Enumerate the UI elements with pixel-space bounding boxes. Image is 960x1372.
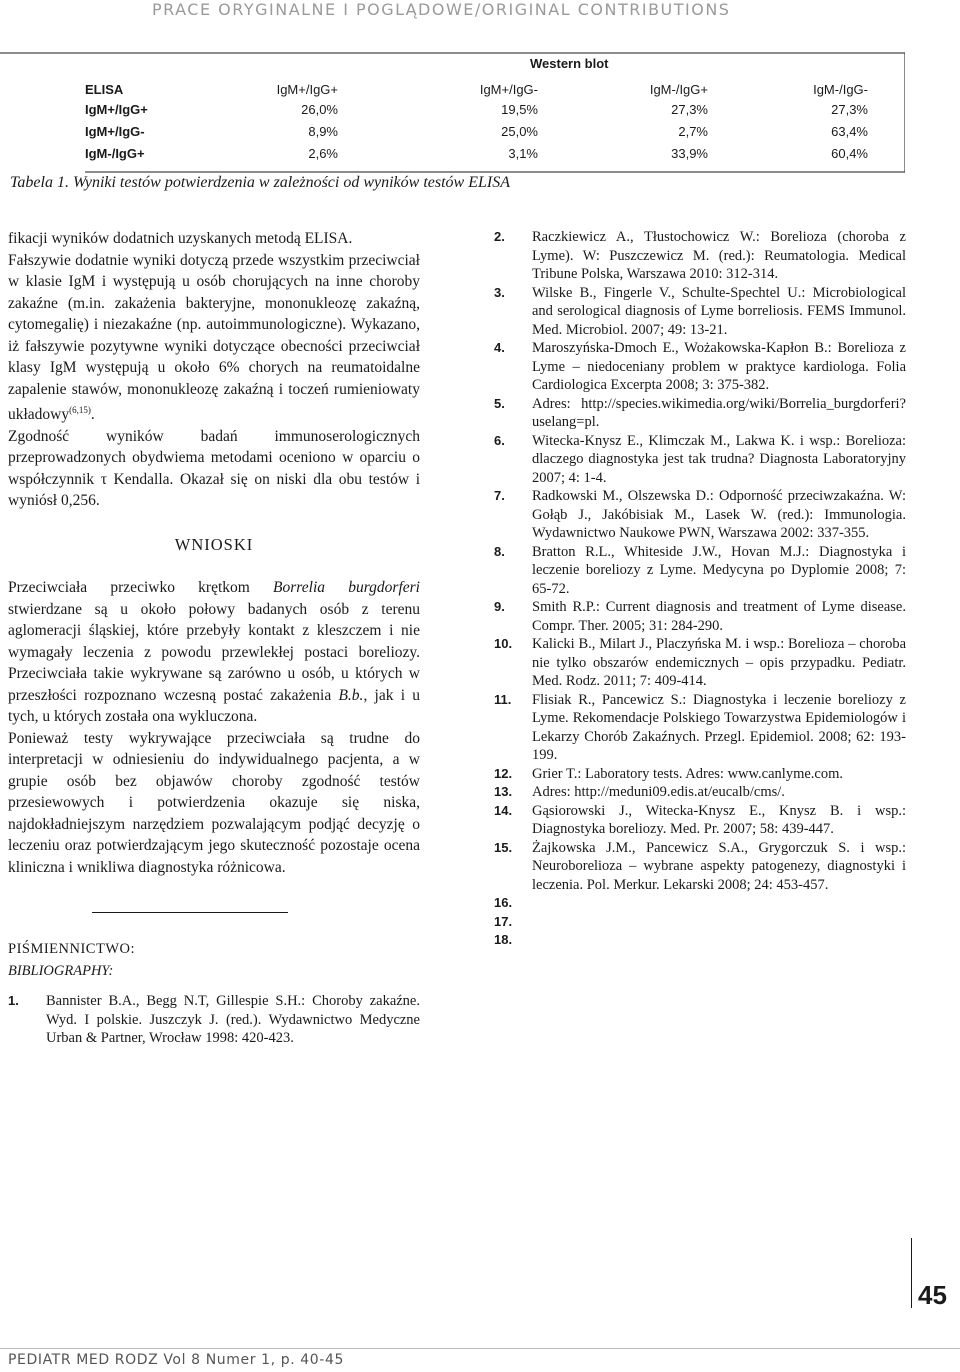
reference-item <box>494 487 906 543</box>
reference-number: 12. <box>494 765 513 781</box>
reference-text: Flisiak R., Pancewicz S.: Diagnostyka i leczenie boreliozy z Lyme. Rekomendacje Polskiego Towarzystwa Epidemiologów i Lekarzy Chorób Zakaźnych. Przegl. Epidemiol. 2008; 62: 193-199. <box>532 691 906 763</box>
citation: (6,15) <box>69 405 91 415</box>
paragraph: fikacji wyników dodatnich uzyskanych metodą ELISA. <box>8 230 353 247</box>
reference-number: 16. <box>494 895 513 910</box>
reference-item <box>494 543 906 599</box>
reference-text: Żajkowska J.M., Pancewicz S.A., Grygorczuk S. i wsp.: Neuroborelioza – wybrane aspekty patogenezy, diagnostyki i leczenia. Pol. Merkur. Lekarski 2008; 24: 453-457. <box>532 839 906 893</box>
paragraph-text: , jak i u tych, u których została ona wykluczona. <box>8 686 420 726</box>
table-caption: Tabela 1. Wyniki testów potwierdzenia w zależności od wyników testów ELISA <box>10 174 510 191</box>
reference-number: 13. <box>494 784 513 799</box>
reference-number: 17. <box>494 913 513 929</box>
reference-number: 6. <box>494 432 505 448</box>
table-group-header: Western blot <box>530 56 609 71</box>
table-cell: 60,4% <box>831 146 868 161</box>
reference-item <box>494 894 906 913</box>
reference-number: 3. <box>494 284 505 300</box>
reference-number: 7. <box>494 488 505 503</box>
footer-rule <box>0 1348 960 1349</box>
bibliography-subtitle: BIBLIOGRAPHY: <box>8 962 114 979</box>
table-cell: 19,5% <box>501 102 538 117</box>
page-number-rule <box>911 1238 912 1308</box>
page-number: 45 <box>918 1280 947 1310</box>
table-header-cell: IgM+/IgG- <box>479 82 538 97</box>
left-column <box>8 228 420 1048</box>
table-cell: 2,7% <box>678 124 708 139</box>
reference-number: 15. <box>494 839 513 855</box>
paragraph-text: Przeciwciała przeciwko krętkom <box>8 579 274 597</box>
divider <box>92 912 288 913</box>
reference-item <box>494 839 906 895</box>
reference-item <box>494 913 906 932</box>
table-header-cell: IgM-/IgG- <box>813 82 868 97</box>
paragraph <box>8 250 420 426</box>
reference-number: 1. <box>8 993 19 1009</box>
table-header-row <box>0 82 905 102</box>
reference-text: Bratton R.L., Whiteside J.W., Hovan M.J.: Diagnostyka i leczenie boreliozy z Lyme. Medycyna po Dyplomie 2008; 7: 65-72. <box>532 543 906 597</box>
reference-text: Radkowski M., Olszewska D.: Odporność przeciwzakaźna. W: Gołąb J., Jakóbisiak M., Lasek W. (red.): Immunologia. Wydawnictwo Naukowe PWN, Warszawa 2002: 337-355. <box>532 488 906 541</box>
table-cell: 63,4% <box>831 124 868 139</box>
reference-number: 2. <box>494 229 505 244</box>
reference-text: Adres: http://meduni09.edis.at/eucalb/cms/. <box>532 784 785 800</box>
reference-item <box>494 432 906 488</box>
table-header-cell: IgM+/IgG+ <box>276 82 338 97</box>
reference-number: 14. <box>494 802 513 818</box>
reference-item <box>494 395 906 432</box>
table-cell: 3,1% <box>508 146 538 161</box>
reference-item <box>494 783 906 802</box>
paragraph <box>8 577 420 728</box>
section-title-conclusions: WNIOSKI <box>174 534 254 554</box>
species-name: Borrelia burgdorferi <box>273 579 420 597</box>
reference-item <box>494 691 906 765</box>
reference-text: Raczkiewicz A., Tłustochowicz W.: Borelioza (choroba z Lyme). W: Puszczewicz M. (red.): Reumatologia. Medical Tribune Polska, Warszawa 2010: 312-314. <box>532 229 906 282</box>
reference-item <box>8 992 420 1048</box>
running-header: PRACE ORYGINALNE I POGLĄDOWE/ORIGINAL CONTRIBUTIONS <box>152 0 731 19</box>
paragraph-text: . <box>90 406 95 424</box>
reference-item <box>494 765 906 784</box>
journal-footer: PEDIATR MED RODZ Vol 8 Numer 1, p. 40-45 <box>8 1352 344 1368</box>
species-abbrev: B.b. <box>338 686 364 704</box>
paragraph-text: stwierdzane są u około połowy badanych osób z terenu aglomeracji śląskiej, które przebyły kontakt z kleszczem i nie wymagały leczenia z powodu przewlekłej postaci boreliozy. Przeciwciała takie wykrywane są zarówno u osób, u których w przeszłości rozpoznano wczesną postać zakażenia <box>8 600 420 704</box>
paragraph: Ponieważ testy wykrywające przeciwciała są trudne do interpretacji w odniesieniu do indywidualnego pacjenta, a w grupie osób bez objawów choroby zgodność testów przesiewowych i potwierdzenia okazuje się niska, najdokładniejszym narzędziem pozwalającym podjąć decyzję o leczeniu oraz potwierdzającym jego skuteczność pozostaje ocena kliniczna i wnikliwa diagnostyka różnicowa. <box>8 729 420 876</box>
reference-number: 8. <box>494 543 505 559</box>
reference-text: Bannister B.A., Begg N.T, Gillespie S.H.: Choroby zakaźne. Wyd. I polskie. Juszczyk J. (red.). Wydawnictwo Medyczne Urban & Partner, Wrocław 1998: 420-423. <box>46 993 420 1047</box>
table-cell: 25,0% <box>501 124 538 139</box>
reference-number: 4. <box>494 340 505 355</box>
reference-text: Kalicki B., Milart J., Placzyńska M. i wsp.: Borelioza – choroba nie tylko obszarów endemicznych – opis przypadku. Pediatr. Med. Rodz. 2011; 7: 409-414. <box>532 636 906 689</box>
reference-number: 5. <box>494 395 505 411</box>
paragraph-text: Fałszywie dodatnie wyniki dotyczą przede wszystkim przeciwciał w klasie IgM i występują u osób chorujących na inne choroby zakaźne (m.in. zakażenia bakteryjne, mononukleozę zakaźną, cytomegalię) i niezakaźne (np. autoimmunologiczne). Wykazano, iż fałszywie pozytywne wyniki dotyczące obecności przeciwciał klasy IgM występują u około 6% chorych na reumatoidalne zapalenie stawów, mononukleozę zakaźną i toczeń rumieniowaty układowy <box>8 251 420 424</box>
reference-text: Smith R.P.: Current diagnosis and treatment of Lyme disease. Compr. Ther. 2005; 31: 284-290. <box>532 599 906 634</box>
table-cell: 33,9% <box>671 146 708 161</box>
paragraph: Zgodność wyników badań immunoserologicznych przeprowadzonych obydwiema metodami oceniono w oparciu o współczynnik τ Kendalla. Okazał się on niski dla obu testów i wyniósł 0,256. <box>8 427 420 510</box>
reference-number: 18. <box>494 932 513 947</box>
reference-number: 9. <box>494 599 505 614</box>
results-table <box>0 52 905 216</box>
table-cell: 26,0% <box>301 102 338 117</box>
table-cell: 8,9% <box>308 124 338 139</box>
reference-item <box>494 931 906 950</box>
table-row <box>0 102 905 122</box>
table-cell: IgM+/IgG+ <box>85 102 148 117</box>
reference-item <box>494 598 906 635</box>
reference-text: Witecka-Knysz E., Klimczak M., Lakwa K. i wsp.: Borelioza: dlaczego diagnostyka jest tak trudna? Diagnosta Laboratoryjny 2007; 4: 1-4. <box>532 432 906 486</box>
reference-item <box>494 339 906 395</box>
reference-item <box>494 635 906 691</box>
table-header-cell: IgM-/IgG+ <box>649 82 708 97</box>
reference-text: Gąsiorowski J., Witecka-Knysz E., Knysz B. i wsp.: Diagnostyka boreliozy. Med. Pr. 2007; 58: 439-447. <box>532 802 906 837</box>
reference-item <box>494 284 906 340</box>
table-header-cell: ELISA <box>85 82 124 97</box>
table-row <box>0 146 905 166</box>
reference-text: Grier T.: Laboratory tests. Adres: www.canlyme.com. <box>532 765 843 782</box>
table-cell: 27,3% <box>831 102 868 117</box>
reference-number: 10. <box>494 636 513 651</box>
table-cell: IgM+/IgG- <box>85 124 145 139</box>
table-row <box>0 124 905 144</box>
table-cell: IgM-/IgG+ <box>85 146 145 161</box>
reference-item <box>494 802 906 839</box>
reference-text: Adres: http://species.wikimedia.org/wiki/Borrelia_burgdorferi?uselang=pl. <box>532 395 906 430</box>
reference-item <box>494 228 906 284</box>
reference-number: 11. <box>494 691 512 707</box>
reference-text: Wilske B., Fingerle V., Schulte-Spechtel U.: Microbiological and serological diagnosis of Lyme borreliosis. FEMS Immunol. Med. Microbiol. 2007; 49: 13-21. <box>532 284 906 338</box>
right-column <box>494 228 906 950</box>
reference-text <box>532 913 906 932</box>
table-cell: 27,3% <box>671 102 708 117</box>
table-cell: 2,6% <box>308 146 338 161</box>
bibliography-title: PIŚMIENNICTWO: <box>8 941 136 958</box>
reference-text: Maroszyńska-Dmoch E., Wożakowska-Kapłon B.: Borelioza z Lyme – niedoceniany problem w praktyce kardiologa. Folia Cardiologica Excerpta 2008; 3: 375-382. <box>532 340 906 393</box>
reference-text <box>532 931 906 950</box>
reference-text <box>532 894 906 913</box>
